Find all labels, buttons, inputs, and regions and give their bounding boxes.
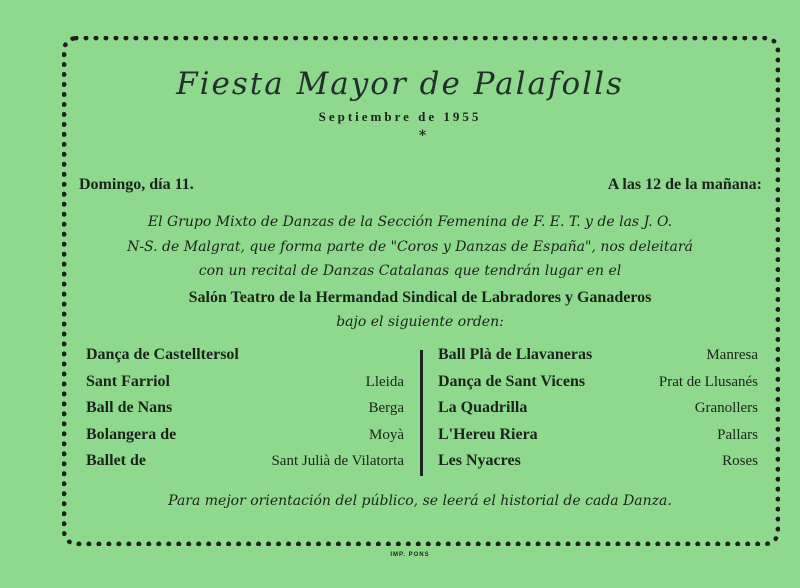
page-subtitle: Septiembre de 1955	[318, 109, 482, 124]
dance-origin: Sant Julià de Vilatorta	[271, 453, 404, 469]
dance-name: Sant Farriol	[86, 372, 170, 390]
dance-name: L'Hereu Riera	[438, 425, 538, 443]
dance-row	[438, 346, 758, 373]
dance-row	[86, 426, 404, 453]
dance-origin: Moyà	[369, 426, 404, 443]
dance-name: Ball Plà de Llavaneras	[438, 346, 593, 363]
venue-name: Salón Teatro de la Hermandad Sindical de Labradores y Ganaderos	[188, 289, 652, 306]
dance-row	[86, 373, 404, 400]
intro-line-1: El Grupo Mixto de Danzas de la Sección Femenina de F. E. T. y de las J. O.	[147, 214, 673, 230]
dance-origin: Lleida	[365, 373, 404, 390]
dance-origin: Manresa	[706, 347, 758, 363]
dance-row	[438, 452, 758, 479]
dance-row	[86, 452, 404, 479]
dance-name: La Quadrilla	[438, 399, 528, 416]
dance-name: Dança de Castelltersol	[86, 346, 239, 363]
event-time: A las 12 de la mañana:	[607, 176, 762, 193]
dance-origin: Roses	[722, 453, 758, 469]
dance-row	[438, 426, 758, 453]
intro-line-3: con un recital de Danzas Catalanas que tendrán lugar en el	[198, 263, 622, 279]
dance-row	[86, 399, 404, 426]
dance-name: Dança de Sant Vicens	[438, 372, 586, 390]
printer-imprint: IMP. PONS	[390, 552, 430, 558]
star-ornament-icon: *	[418, 128, 427, 144]
event-date: Domingo, día 11.	[79, 176, 194, 193]
page-title: Fiesta Mayor de Palafolls	[176, 66, 624, 102]
dance-origin: Pallars	[717, 426, 758, 443]
dance-list-left	[86, 346, 404, 479]
column-divider	[420, 350, 423, 476]
dance-origin: Prat de Llusanés	[658, 373, 758, 390]
dance-row	[438, 399, 758, 426]
dance-origin: Berga	[368, 400, 404, 416]
dance-name: Les Nyacres	[438, 452, 521, 469]
dance-origin: Granollers	[694, 400, 758, 416]
footer-note: Para mejor orientación del público, se leerá el historial de cada Danza.	[168, 493, 672, 509]
dance-name: Ballet de	[86, 452, 146, 469]
dance-name: Bolangera de	[86, 425, 177, 443]
dance-row	[86, 346, 404, 373]
intro-line-2: N-S. de Malgrat, que forma parte de "Coros y Danzas de España", nos deleitará	[127, 239, 693, 255]
dance-list-right	[438, 346, 758, 479]
dance-name: Ball de Nans	[86, 399, 173, 416]
order-caption: bajo el siguiente orden:	[336, 314, 504, 330]
dance-row	[438, 373, 758, 400]
